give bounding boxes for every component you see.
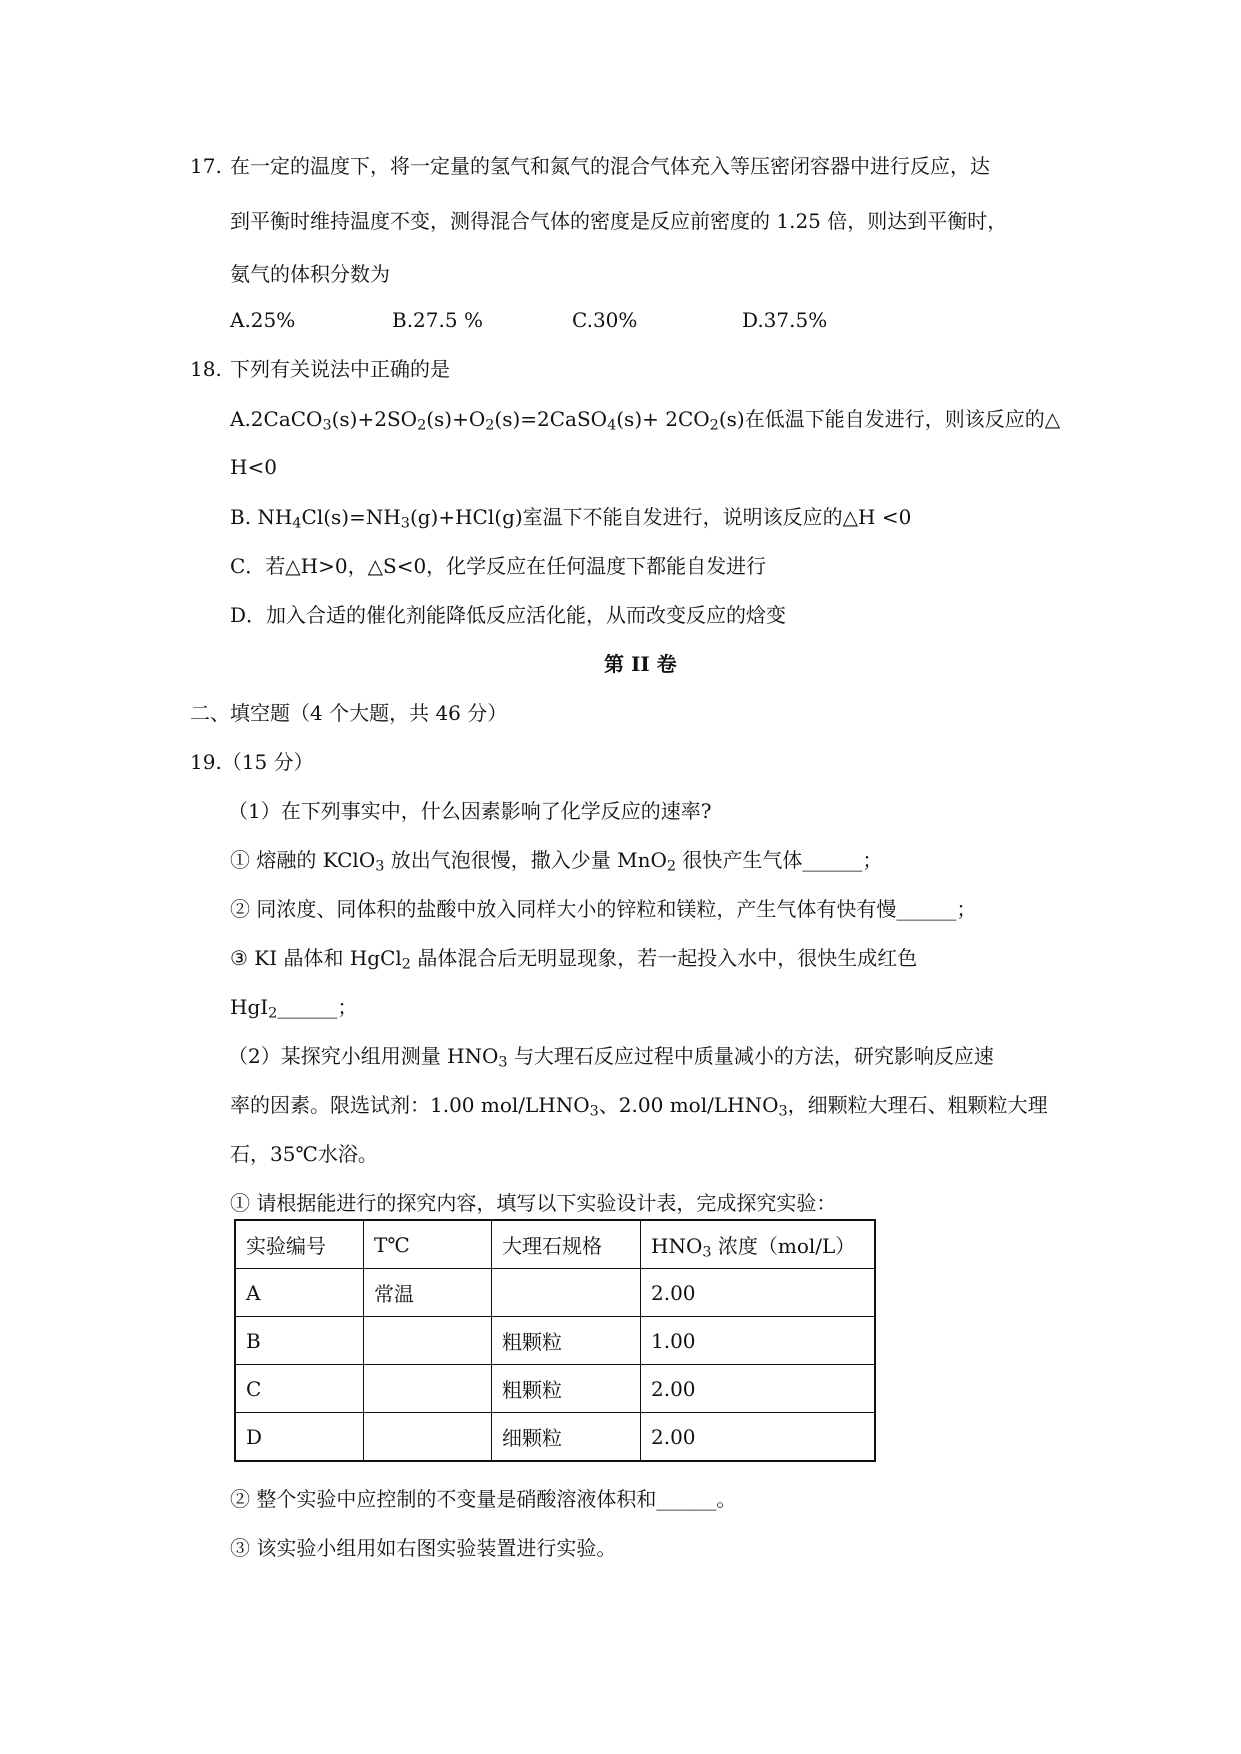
- experiment-table: [234, 1219, 876, 1462]
- q19-item3: ③ KI 晶体和 HgCl$_2$ 晶体混合后无明显现象，若一起投入水中，很快生成红色: [230, 946, 918, 973]
- table-cell: 2.00: [641, 1365, 876, 1413]
- q17-option-a: A.25%: [230, 308, 296, 332]
- q19-sub2-l2a: 率的因素。限选试剂：1.00 mol/LHNO: [230, 1093, 590, 1117]
- q18-option-d: D．加入合适的催化剂能降低反应活化能，从而改变反应的焓变: [230, 603, 787, 627]
- q18-number: 18.: [190, 357, 222, 381]
- q19-item3-line2: HgI$_2$______；: [230, 995, 358, 1022]
- q17-stem-line2: 到平衡时维持温度不变，测得混合气体的密度是反应前密度的 1.25 倍，则达到平衡时，: [230, 209, 1008, 233]
- q17-option-d: D.37.5%: [742, 308, 828, 332]
- q19-sub2-line2: 率的因素。限选试剂：1.00 mol/$LHNO_3$、2.00 mol/$LHNO_3$，细颗粒大理石、粗颗粒大理: [230, 1093, 1048, 1120]
- q19-sub2-l2c: ，细颗粒大理石、粗颗粒大理: [787, 1093, 1048, 1117]
- table-header-cell: 实验编号: [235, 1220, 364, 1269]
- q18-option-b: B. $NH_4Cl(s)=NH_3(g)+HCl(g)$室温下不能自发进行，说明该反应的△H <0: [230, 505, 912, 532]
- q19-sub2-line1: （2）某探究小组用测量 $HNO_3$ 与大理石反应过程中质量减小的方法，研究影响反应速: [228, 1044, 994, 1071]
- q19-item1-b: 放出气泡很慢，撒入少量 MnO: [390, 848, 667, 872]
- table-header-cell: $HNO_3$ 浓度（mol/L）: [641, 1220, 876, 1269]
- q19-sub2-l1b: 与大理石反应过程中质量减小的方法，研究影响反应速: [513, 1044, 994, 1068]
- section-title: 第 II 卷: [604, 652, 677, 676]
- q17-number: 17.: [190, 154, 222, 178]
- table-header-cell: 大理石规格: [492, 1220, 641, 1269]
- q18-option-a-line1: $A.2CaCO_3(s)+2SO_2(s)+O_2(s)=2CaSO_4(s)+ 2CO_2(s)$在低温下能自发进行，则该反应的△: [230, 407, 1061, 434]
- table-cell: B: [235, 1317, 364, 1365]
- q18-option-a-line2: H<0: [230, 455, 277, 479]
- q19-point1: ① 请根据能进行的探究内容，填写以下实验设计表，完成探究实验：: [230, 1191, 837, 1215]
- q19-sub2-l2b: 、2.00 mol/LHNO: [598, 1093, 779, 1117]
- q17-option-b: B.27.5 %: [392, 308, 483, 332]
- q19-item1-c: 很快产生气体______；: [682, 848, 883, 872]
- table-cell: 1.00: [641, 1317, 876, 1365]
- q19-sub2-line3: 石，35℃水浴。: [230, 1142, 378, 1166]
- table-cell: [364, 1365, 492, 1413]
- table-header-row: [235, 1220, 875, 1269]
- q19-item3-b: 晶体混合后无明显现象，若一起投入水中，很快生成红色: [417, 946, 918, 970]
- q18-a-prefix: A.2CaCO: [230, 407, 323, 431]
- q19-item3-d: ______；: [277, 995, 358, 1019]
- q18-stem: 下列有关说法中正确的是: [230, 357, 450, 381]
- table-cell: D: [235, 1413, 364, 1462]
- table-cell: 2.00: [641, 1413, 876, 1462]
- table-cell: 粗颗粒: [492, 1317, 641, 1365]
- q19-sub1: （1）在下列事实中，什么因素影响了化学反应的速率?: [228, 799, 712, 823]
- q19-item1: ① 熔融的 KClO$_3$ 放出气泡很慢，撒入少量 MnO$_2$ 很快产生气体______；: [230, 848, 883, 875]
- q18-option-c: C．若△H>0，△S<0，化学反应在任何温度下都能自发进行: [230, 554, 767, 578]
- table-row: [235, 1413, 875, 1462]
- table-cell: [364, 1317, 492, 1365]
- q19-point2: ② 整个实验中应控制的不变量是硝酸溶液体积和______。: [230, 1487, 737, 1511]
- table-cell: 细颗粒: [492, 1413, 641, 1462]
- table-row: [235, 1317, 875, 1365]
- part2-heading: 二、填空题（4 个大题，共 46 分）: [190, 701, 508, 725]
- table-row: [235, 1269, 875, 1317]
- table-cell: [492, 1269, 641, 1317]
- q19-sub2-l1a: （2）某探究小组用测量 HNO: [228, 1044, 499, 1068]
- table-row: [235, 1365, 875, 1413]
- q19-item1-a: ① 熔融的 KClO: [230, 848, 376, 872]
- q17-stem-line3: 氨气的体积分数为: [230, 262, 390, 286]
- q18-b-text: 室温下不能自发进行，说明该反应的△H <0: [522, 505, 912, 529]
- table-cell: [364, 1413, 492, 1462]
- table-cell: 粗颗粒: [492, 1365, 641, 1413]
- q19-heading: 19.（15 分）: [190, 750, 314, 774]
- q19-item3-c: HgI: [230, 995, 269, 1019]
- table-cell: 常温: [364, 1269, 492, 1317]
- q17-stem-line1: 在一定的温度下，将一定量的氢气和氮气的混合气体充入等压密闭容器中进行反应，达: [230, 154, 990, 178]
- q19-item3-a: ③ KI 晶体和 HgCl: [230, 946, 402, 970]
- q18-a-rest: 在低温下能自发进行，则该反应的△: [744, 407, 1061, 431]
- q19-item2: ② 同浓度、同体积的盐酸中放入同样大小的锌粒和镁粒，产生气体有快有慢______；: [230, 897, 977, 921]
- table-cell: C: [235, 1365, 364, 1413]
- q17-option-c: C.30%: [572, 308, 638, 332]
- table-cell: A: [235, 1269, 364, 1317]
- table-cell: 2.00: [641, 1269, 876, 1317]
- table-header-cell: T℃: [364, 1220, 492, 1269]
- q19-point3: ③ 该实验小组用如右图实验装置进行实验。: [230, 1536, 617, 1560]
